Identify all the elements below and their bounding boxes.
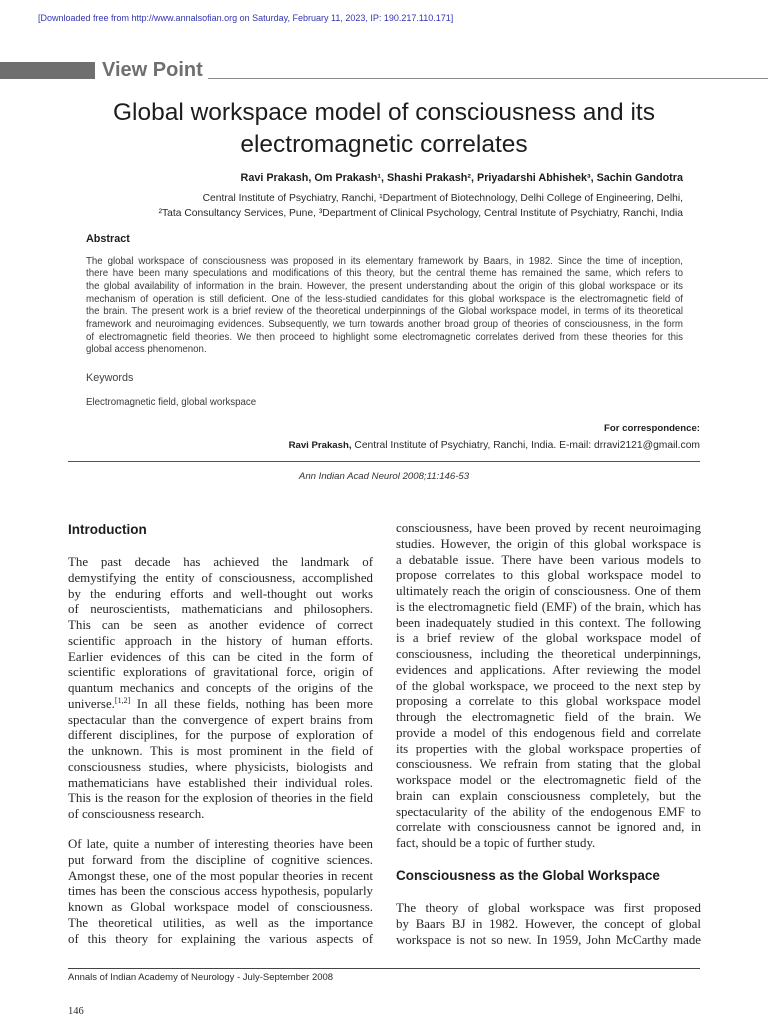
text-line: is the electromagnetic field (EMF) of the brain, which has: [396, 599, 701, 614]
text-line: of the global workspace, we proceed to the next step by: [396, 678, 701, 693]
text-line: been inadequately studied in this context. The following: [396, 615, 701, 630]
text-line: This is the reason for the explosion of theories in the field: [68, 791, 373, 806]
text-line: propose correlates to this global workspace model to: [396, 568, 701, 583]
abstract-body: [86, 256, 683, 358]
footer-divider: [68, 968, 700, 969]
title-line: electromagnetic correlates: [240, 131, 528, 158]
text-line: evidences and applications. After reviewing the model: [396, 662, 701, 677]
correspondence-details: [289, 439, 700, 453]
text-line: of neuroscientists, mathematicians and philosophers.: [68, 602, 373, 617]
text-line: brain can explain consciousness completely, but the: [396, 788, 701, 803]
body-paragraph: [68, 555, 373, 823]
text-line: different disciplines, for the purpose of exploration of: [68, 728, 373, 743]
text-line: fact, should be a topic of further study.: [396, 836, 596, 850]
text-line: consciousness. We refrain from stating that the global: [396, 757, 701, 772]
text-line: proposing a correlate to this global workspace model: [396, 694, 701, 709]
abstract-line: global access phenomenon.: [86, 344, 207, 356]
affiliations: [159, 191, 683, 221]
abstract-line: the global availability of information in the brain. However, the present understanding about the origin of this global workspace or its: [86, 280, 683, 292]
affiliation-line: ²Tata Consultancy Services, Pune, ³Department of Clinical Psychology, Central Institute of Psychiatry, Ranchi, India: [158, 207, 683, 219]
abstract-line: mechanism of operation is still deficient. One of the less-studied candidates for this global workspace is the electromagnetic field of: [86, 293, 683, 305]
text-line: correlate with consciousness cannot be ignored and, in: [396, 820, 701, 835]
text-line: consciousness studies, where physicists, biologists and: [68, 759, 373, 774]
text-line: quantum mechanics and concepts of the origins of the: [68, 681, 373, 695]
text-line: provide a model of this endogenous field and correlate: [396, 725, 701, 740]
text-line: This can be seen as another evidence of correct: [68, 618, 373, 632]
article-title: [0, 97, 768, 161]
text-line: the unknown. This is most prominent in the field of: [68, 744, 373, 758]
abstract-line: there have been many speculations and modifications of this theory, but the central theme has remained the same, which refers to: [86, 268, 683, 280]
citation-superscript: [1,2]: [114, 696, 131, 706]
footer-journal: Annals of Indian Academy of Neurology - July-September 2008: [68, 971, 334, 983]
text-line: [68, 697, 373, 713]
author-list: Ravi Prakash, Om Prakash¹, Shashi Prakash², Priyadarshi Abhishek³, Sachin Gandotra: [240, 172, 683, 184]
line-text: universe.: [68, 696, 115, 711]
text-line: Earlier evidences of this can be cited in the form of: [68, 649, 373, 664]
download-notice: [Downloaded free from http://www.annalsofian.org on Saturday, February 11, 2023, IP: 190.217.110.171]: [38, 13, 454, 23]
text-line: its properties with the global workspace properties of: [396, 741, 701, 756]
affiliation-line: Central Institute of Psychiatry, Ranchi, ¹Department of Biotechnology, Delhi College of Engineering, Delhi,: [202, 192, 683, 204]
text-line: studies. However, the origin of this global workspace is: [396, 536, 701, 551]
text-line: consciousness, including the theoretical underpinnings,: [396, 647, 701, 661]
body-paragraph: [396, 521, 701, 852]
line-text: In all these fields, nothing has been more: [130, 696, 373, 711]
body-paragraph: [68, 837, 373, 947]
text-line: scientific explorations of gravitational force, origin of: [68, 665, 373, 680]
keywords-list: Electromagnetic field, global workspace: [86, 397, 257, 408]
introduction-heading: Introduction: [68, 522, 147, 537]
text-line: ultimately reach the origin of consciousness. One of them: [396, 584, 701, 598]
text-line: through the electromagnetic field of the brain. We: [396, 710, 701, 724]
text-line: of this theory for explaining the various aspects of: [68, 931, 373, 946]
text-line: a debatable issue. There have been various models to: [396, 552, 701, 567]
text-line: is a brief review of the global workspace model of: [396, 631, 701, 646]
abstract-line: framework and neuroimaging evidences. Subsequently, we turn towards another broad group of theories of consciousness, in the form: [86, 319, 683, 331]
text-line: Of late, quite a number of interesting theories have been: [68, 837, 373, 851]
section-tag: View Point: [102, 59, 203, 81]
abstract-line: The global workspace of consciousness was proposed in its elementary framework by Baars, in 1982. Since the time of inception,: [86, 255, 683, 267]
text-line: spectacularity of the ability of the endogenous EMF to: [396, 804, 701, 819]
body-paragraph: [396, 901, 701, 948]
text-line: scientific approach in the history of human efforts.: [68, 633, 373, 648]
text-line: by the enduring efforts and well-thought out works: [68, 586, 373, 601]
abstract-heading: Abstract: [86, 233, 130, 245]
correspondence-address: Central Institute of Psychiatry, Ranchi, India. E-mail: drravi2121@gmail.com: [351, 440, 700, 451]
text-line: consciousness, have been proved by recent neuroimaging: [396, 521, 701, 535]
text-line: put forward from the discipline of cognitive sciences.: [68, 852, 373, 867]
text-line: times has been the conscious access hypothesis, popularly: [68, 884, 373, 899]
abstract-line: of electromagnetic field theories. We then proceed to highlight some electromagnetic correlates derived from these theories for this: [86, 331, 683, 343]
text-line: The theoretical utilities, as well as the importance: [68, 915, 373, 930]
text-line: The past decade has achieved the landmark of: [68, 555, 373, 569]
text-line: known as Global workspace model of consciousness.: [68, 900, 373, 914]
section-tag-bar: [0, 62, 95, 79]
text-line: The theory of global workspace was first proposed: [396, 901, 701, 915]
text-line: of consciousness research.: [68, 807, 205, 821]
correspondence-heading: For correspondence:: [604, 423, 700, 434]
text-line: workspace is not so new. In 1959, John McCarthy made: [396, 932, 701, 947]
journal-citation: Ann Indian Acad Neurol 2008;11:146-53: [298, 471, 470, 482]
text-line: by Baars BJ in 1982. However, the concept of global: [396, 916, 701, 931]
text-line: Amongst these, one of the most popular theories in recent: [68, 868, 373, 883]
text-line: mathematicians have established their individual roles.: [68, 775, 373, 790]
section-tag-rule: [208, 78, 768, 79]
correspondence-name: Ravi Prakash,: [288, 440, 352, 451]
text-line: demystifying the entity of consciousness, accomplished: [68, 570, 373, 585]
section-heading: Consciousness as the Global Workspace: [396, 868, 660, 883]
header-divider: [68, 461, 700, 462]
keywords-heading: Keywords: [86, 372, 134, 384]
abstract-line: the brain. The present work is a brief review of the theoretical underpinnings of the Global workspace model, in terms of its theoretical: [86, 306, 683, 318]
page-number: 146: [68, 1006, 84, 1017]
title-line: Global workspace model of consciousness and its: [112, 99, 655, 126]
text-line: workspace model or the electromagnetic field of the: [396, 773, 701, 787]
text-line: spectacular than the convergence of expert brains from: [68, 712, 373, 727]
